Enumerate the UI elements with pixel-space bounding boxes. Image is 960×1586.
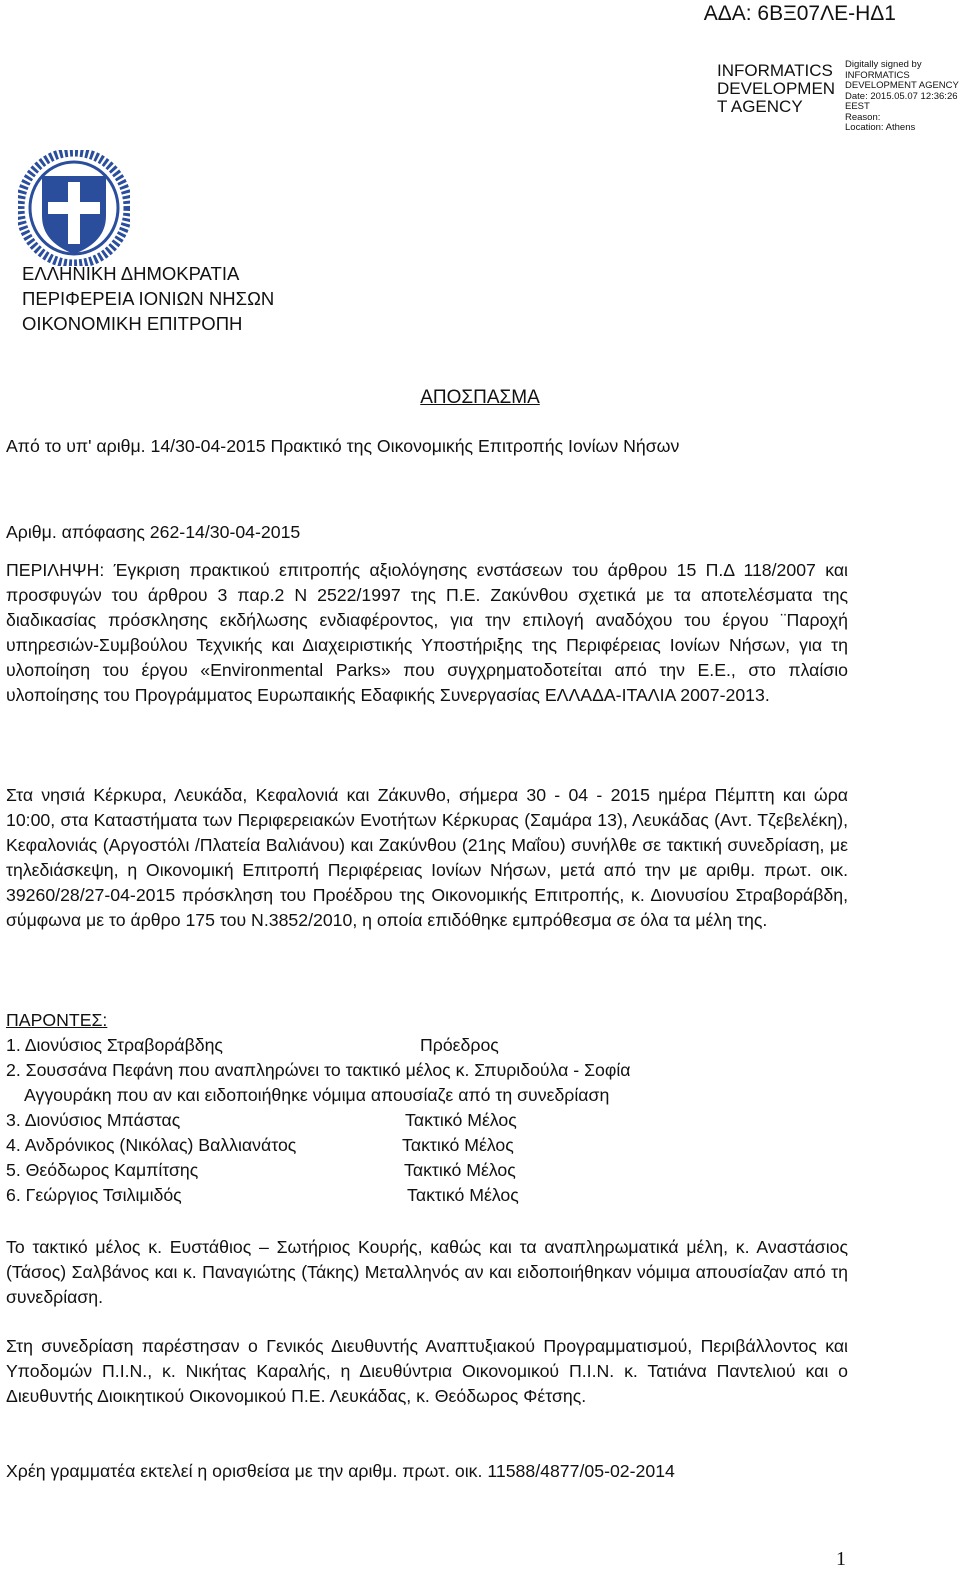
intro-paragraph: Από το υπ' αριθμ. 14/30-04-2015 Πρακτικό της Οικονομικής Επιτροπής Ιονίων Νήσων (6, 436, 680, 456)
member-role: Τακτικό Μέλος (405, 1110, 517, 1130)
member-row (6, 1133, 846, 1158)
signature-detail-line: Date: 2015.05.07 12:36:26 (845, 90, 958, 102)
member-role: Τακτικό Μέλος (404, 1160, 516, 1180)
ada-code: ΑΔΑ: 6ΒΞ07ΛΕ-ΗΔ1 (703, 2, 896, 25)
issuer-header (22, 261, 274, 336)
greek-coat-of-arms-icon (18, 150, 130, 266)
signature-org-line: T AGENCY (717, 97, 803, 116)
signature-org-line: INFORMATICS (717, 61, 833, 80)
member-name: 3. Διονύσιος Μπάστας (6, 1110, 181, 1130)
header-line-country: ΕΛΛΗΝΙΚΗ ΔΗΜΟΚΡΑΤΙΑ (22, 263, 240, 284)
member-row (6, 1158, 846, 1183)
member-role: Τακτικό Μέλος (402, 1135, 514, 1155)
summary-paragraph: ΠΕΡΙΛΗΨΗ: Έγκριση πρακτικού επιτροπής αξιολόγησης ενστάσεων του άρθρου 15 Π.Δ 118/2007 και προσφυγών του άρθρου 3 παρ.2 Ν 2522/1997 της Π.Ε. Ζακύνθου σχετικά με τα αποτελέσματα της διαδικασίας πρόσκλησης εκδήλωσης ενδιαφέροντος, για την επιλογή αναδόχου του έργου ¨Παροχή υπηρεσιών-Συμβούλου Τεχνικής και Διαχειριστικής Υποστήριξης της Περιφέρειας Ιονίων Νήσων, για τη υλοποίηση του έργου «Environmental Parks» που συγχρηματοδοτείται από την Ε.Ε., στο πλαίσιο υλοποίησης του Προγράμματος Ευρωπαικής Εδαφικής Συνεργασίας ΕΛΛΑΔΑ-ΙΤΑΛΙΑ 2007-2013. (6, 560, 848, 705)
member-row (6, 1183, 846, 1208)
member-name: 1. Διονύσιος Στραβοράβδης (6, 1035, 223, 1055)
member-row (6, 1108, 846, 1133)
absent-paragraph: Το τακτικό μέλος κ. Ευστάθιος – Σωτήριος Κουρής, καθώς και τα αναπληρωματικά μέλη, κ. Αναστάσιος (Τάσος) Σαλβάνος και κ. Παναγιώτης (Τάκης) Μεταλληνός αν και ειδοποιήθηκαν νόμιμα απουσίαζαν από τη συνεδρίαση. (6, 1237, 848, 1307)
signature-detail-line: Reason: (845, 111, 881, 123)
member-row-substitute-cont: Αγγουράκη που αν και ειδοποιήθηκε νόμιμα απουσίαζε από τη συνεδρίαση (24, 1085, 610, 1105)
document-title: ΑΠΟΣΠΑΣΜΑ (420, 387, 540, 408)
member-name: 5. Θεόδωρος Καμπίτσης (6, 1160, 199, 1180)
attendees-paragraph: Στη συνεδρίαση παρέστησαν ο Γενικός Διευθυντής Αναπτυξιακού Προγραμματισμού, Περιβάλλοντος και Υποδομών Π.Ι.Ν., κ. Νικήτας Καραλής, η Διευθύντρια Οικονομικού Π.Ι.Ν. κ. Τατιάνα Παντελιού και ο Διευθυντής Διοικητικού Οικονομικού Π.Ε. Λευκάδας, κ. Θεόδωρος Φέτσης. (6, 1336, 848, 1406)
header-line-region: ΠΕΡΙΦΕΡΕΙΑ ΙΟΝΙΩΝ ΝΗΣΩΝ (22, 288, 275, 309)
signature-detail-line: INFORMATICS (845, 69, 910, 81)
signature-detail-line: DEVELOPMENT AGENCY (845, 80, 959, 91)
member-role: Πρόεδρος (420, 1035, 499, 1055)
member-name: 6. Γεώργιος Τσιλιμιδός (6, 1185, 182, 1205)
signature-organization (717, 62, 839, 116)
decision-number: Αριθμ. απόφασης 262-14/30-04-2015 (6, 522, 301, 542)
member-name: 4. Ανδρόνικος (Νικόλας) Βαλλιανάτος (6, 1135, 297, 1155)
header-line-committee: ΟΙΚΟΝΟΜΙΚΗ ΕΠΙΤΡΟΠΗ (22, 313, 243, 334)
signature-org-line: DEVELOPMEN (717, 79, 836, 98)
signature-detail-line: Location: Athens (845, 122, 916, 133)
signature-detail-line: Digitally signed by (845, 59, 922, 70)
secretary-line: Χρέη γραμματέα εκτελεί η ορισθείσα με την αριθμ. πρωτ. οικ. 11588/4877/05-02-2014 (6, 1461, 675, 1481)
page-number: 1 (836, 1548, 846, 1570)
member-row-substitute: 2. Σουσσάνα Πεφάνη που αναπληρώνει το τακτικό μέλος κ. Σπυριδούλα - Σοφία (6, 1060, 631, 1080)
signature-details (845, 60, 959, 134)
member-row (6, 1033, 846, 1058)
present-heading: ΠΑΡΟΝΤΕΣ: (6, 1010, 108, 1030)
signature-detail-line: EEST (845, 101, 870, 112)
meeting-paragraph: Στα νησιά Κέρκυρα, Λευκάδα, Κεφαλονιά και Ζάκυνθο, σήμερα 30 - 04 - 2015 ημέρα Πέμπτη και ώρα 10:00, στα Καταστήματα των Περιφερειακών Ενοτήτων Κέρκυρας (Σαμάρα 13), Λευκάδας (Αντ. Τζεβελέκη), Κεφαλονιάς (Αργοστόλι /Πλατεία Βαλιάνου) και Ζακύνθου (21ης Μαΐου) συνήλθε σε τακτική συνεδρίαση, με τηλεδιάσκεψη, η Οικονομική Επιτροπή Περιφέρειας Ιονίων Νήσων, μετά από την με αριθμ. πρωτ. οικ. 39260/28/27-04-2015 πρόσκληση του Προέδρου της Οικονομικής Επιτροπής, κ. Διονυσίου Στραβοράβδη, σύμφωνα με το άρθρο 175 του Ν.3852/2010, η οποία επιδόθηκε εμπρόθεσμα σε όλα τα μέλη της. (6, 785, 848, 930)
member-role: Τακτικό Μέλος (407, 1185, 519, 1205)
